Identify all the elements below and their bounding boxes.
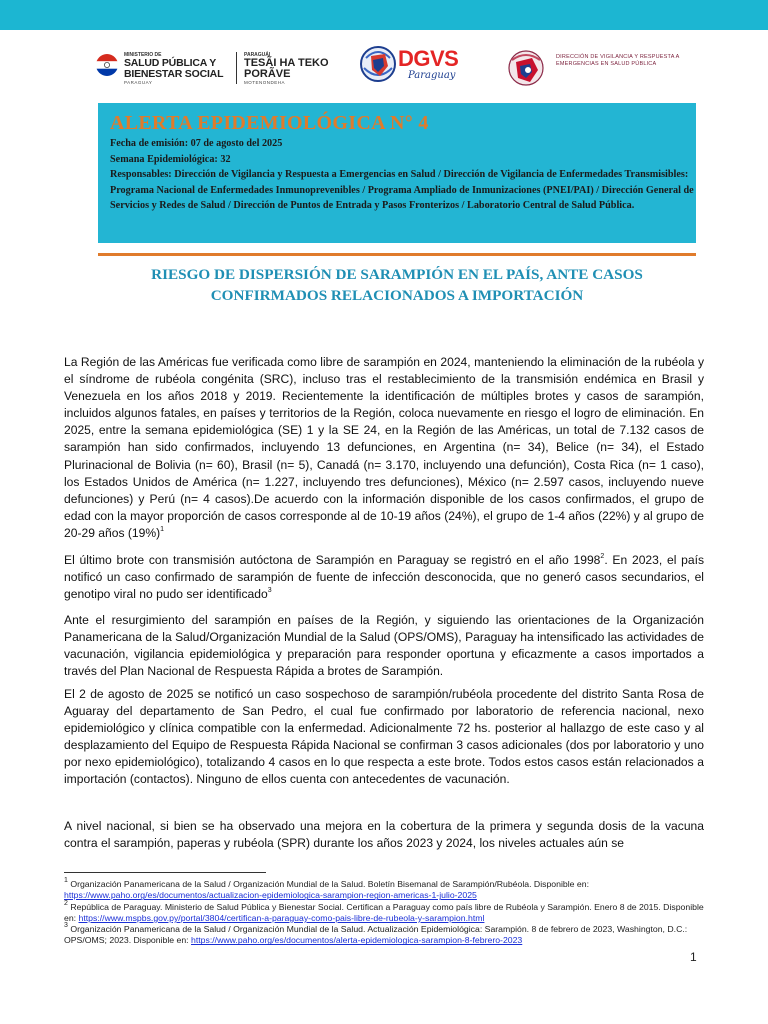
msp-ministerio-label: MINISTERIO DE [124,52,162,58]
footnote-3-text: Organización Panamericana de la Salud / Organización Mundial de la Salud. Actualización Epidemiológica: Sarampión. 8 de febrero de 2023, Washington, D.C.: OPS/OMS; 2023. Disponible en: [64,924,688,946]
dgvs-subtitle: Paraguay [408,70,456,81]
top-color-band [0,0,768,30]
tesai-logo [244,52,329,86]
section-divider [98,253,696,256]
msp-name-line2: BIENESTAR SOCIAL [124,68,224,80]
dgvs-wordmark: DGVS [398,46,459,71]
footnote-1-link[interactable]: https://www.paho.org/es/documentos/actualizacion-epidemiologica-sarampion-region-americas-1-julio-2025 [64,890,477,901]
footnote-3-link[interactable]: https://www.paho.org/es/documentos/alerta-epidemiologica-sarampion-8-febrero-2023 [191,935,523,946]
paragraph-outbreak-text: El 2 de agosto de 2025 se notificó un caso sospechoso de sarampión/rubéola procedente del distrito Santa Rosa de Aguaray del departamento de San Pedro, el cual fue confirmado por laboratorio de referencia nacional, nexo epidemiológico y clínica compatible con la enfermedad. Adicionalmente 72 hs. posterior al hallazgo de este caso y al desplazamiento del Equipo de Respuesta Rápida Nacional se confirman 3 casos adicionales (dos por laboratorio y uno por nexo epidemiológico), totalizando 4 casos en lo que respecta a este brote. Todos estos casos están relacionados a importación (contactos). Ninguno de ellos cuenta con antecedentes de vacunación. [64,687,704,787]
alert-title: ALERTA EPIDEMIOLÓGICA N° 4 [110,112,429,134]
cvr-logo-text: DIRECCIÓN DE VIGILANCIA Y RESPUESTA A EMERGENCIAS EN SALUD PÚBLICA [556,54,680,67]
paraguay-flag-icon [96,54,118,76]
paragraph-coverage-text: A nivel nacional, si bien se ha observado una mejora en la cobertura de la primera y segunda dosis de la vacuna contra el sarampión, paperas y rubéola (SPR) durante los años 2023 y 2024, los niveles actuales aún se [64,819,704,851]
paragraph-response-text: Ante el resurgimiento del sarampión en países de la Región, y siguiendo las orientaciones de la Organización Panamericana de la Salud/Organización Mundial de la Salud (OPS/OMS), Paraguay ha intensificado las actividades de vacunación, vigilancia epidemiológica y preparación para responder oportuna y eficazmente a casos importados a través del Plan Nacional de Respuesta Rápida a brotes de Sarampión. [64,613,704,679]
dgvs-logo [358,42,478,88]
responsables: Responsables: Dirección de Vigilancia y Respuesta a Emergencias en Salud / Dirección de Vigilancia de Enfermedades Transmisibles: Programa Nacional de Enfermedades Inmunoprevenibles / Programa Ampliado de Inmunizaciones (PNEI/PAI) / Dirección General de Servicios y Redes de Salud / Dirección de Puntos de Entrada y Pasos Fronterizos / Laboratorio Central de Salud Pública. [110,169,694,211]
heading-line1: RIESGO DE DISPERSIÓN DE SARAMPIÓN EN EL PAÍS, ANTE CASOS [151,266,643,283]
msp-name-line1: SALUD PÚBLICA Y [124,57,217,69]
footnote-ref-1[interactable]: 1 [160,525,165,533]
footnote-1-text: Organización Panamericana de la Salud / Organización Mundial de la Salud. Boletín Bisemanal de Sarampión/Rubéola. Disponible en: [67,879,589,889]
paragraph-history-text-a: El último brote con transmisión autóctona de Sarampión en Paraguay se registró en el año 1998 [64,553,601,567]
tesai-name-line2: PORÃVE [244,68,291,80]
heading-line2: CONFIRMADOS RELACIONADOS A IMPORTACIÓN [210,287,584,304]
footnote-separator [64,872,266,873]
alert-header-box [98,103,696,243]
paragraph-paraguay-history [64,552,704,603]
footnote-3 [64,924,714,947]
tesai-bottom-label: MOTENONDEHA [244,80,286,85]
paragraph-response [64,612,704,680]
footnote-ref-2[interactable]: 2 [600,552,605,560]
footnote-ref-3[interactable]: 3 [267,587,272,595]
tesai-top-label: PARAGUÁI [244,52,271,58]
paragraph-coverage [64,818,704,852]
footnote-2 [64,899,714,925]
footnote-1-number: 1 [64,877,68,885]
footnote-2-number: 2 [64,899,68,907]
alert-meta [110,136,696,214]
cvr-globe-icon [504,48,552,88]
paragraph-history-text-b: . En 2023, el país notificó un caso confirmado de sarampión de fuente de infección desconocida, que no generó casos secundarios, el genotipo viral no pudo ser identificado [64,553,704,602]
emission-date: Fecha de emisión: 07 de agosto del 2025 [110,138,283,149]
footnote-1 [64,879,714,902]
cvr-logo [504,48,704,88]
paragraph-americas-text: La Región de las Américas fue verificada como libre de sarampión en 2024, manteniendo la eliminación de la rubéola y el síndrome de rubéola congénita (SRC), incluso tras el restablecimiento de la transmisión endémica en Brasil y Venezuela en los años 2018 y 2019. Recientemente la identificación de múltiples brotes y casos de sarampión, incluidos algunos fatales, en países y territorios de la Región, coloca nuevamente en riesgo el logro de eliminación. En 2025, entre la semana epidemiológica (SE) 1 y la SE 24, en la Región de las Américas, un total de 7.132 casos de sarampión han sido confirmados, incluyendo 13 defunciones, en Argentina (n= 34), Belice (n= 34), el Estado Plurinacional de Bolivia (n= 60), Brasil (n= 5), Canadá (n= 3.170, incluyendo una defunción), Costa Rica (n= 1 caso), los Estados Unidos de América (n= 1.227, incluyendo tres defunciones), México (n= 2.597 casos, incluyendo nueve defunciones) y Perú (n= 4 casos).De acuerdo con la información disponible de los casos confirmados, el grupo de edad con la mayor proporción de casos corresponde al de 10-19 años (24%), el grupo de 1-4 años (22%) y al grupo de 20-29 años (19%) [64,355,704,540]
paragraph-americas [64,354,704,542]
page-number: 1 [690,950,697,964]
dgvs-globe-icon [358,42,402,88]
footnote-3-number: 3 [64,922,68,930]
paragraph-current-outbreak [64,686,704,789]
tesai-name-line1: TESÃI HA TEKO [244,57,329,69]
footnote-2-text: República de Paraguay. Ministerio de Salud Pública y Bienestar Social. Certifican a Paraguay como país libre de Rubéola y Sarampión. Enero 8 de 2015. Disponible en: [64,901,704,923]
footnotes [64,879,714,947]
epi-week: Semana Epidemiológica: 32 [110,153,231,165]
msp-country-label: PARAGUAY [124,80,153,85]
logo-divider [236,52,237,84]
document-heading [98,264,696,306]
footnote-2-link[interactable]: https://www.mspbs.gov.py/portal/3804/certifican-a-paraguay-como-pais-libre-de-rubeola-y-sarampion.html [78,912,485,923]
